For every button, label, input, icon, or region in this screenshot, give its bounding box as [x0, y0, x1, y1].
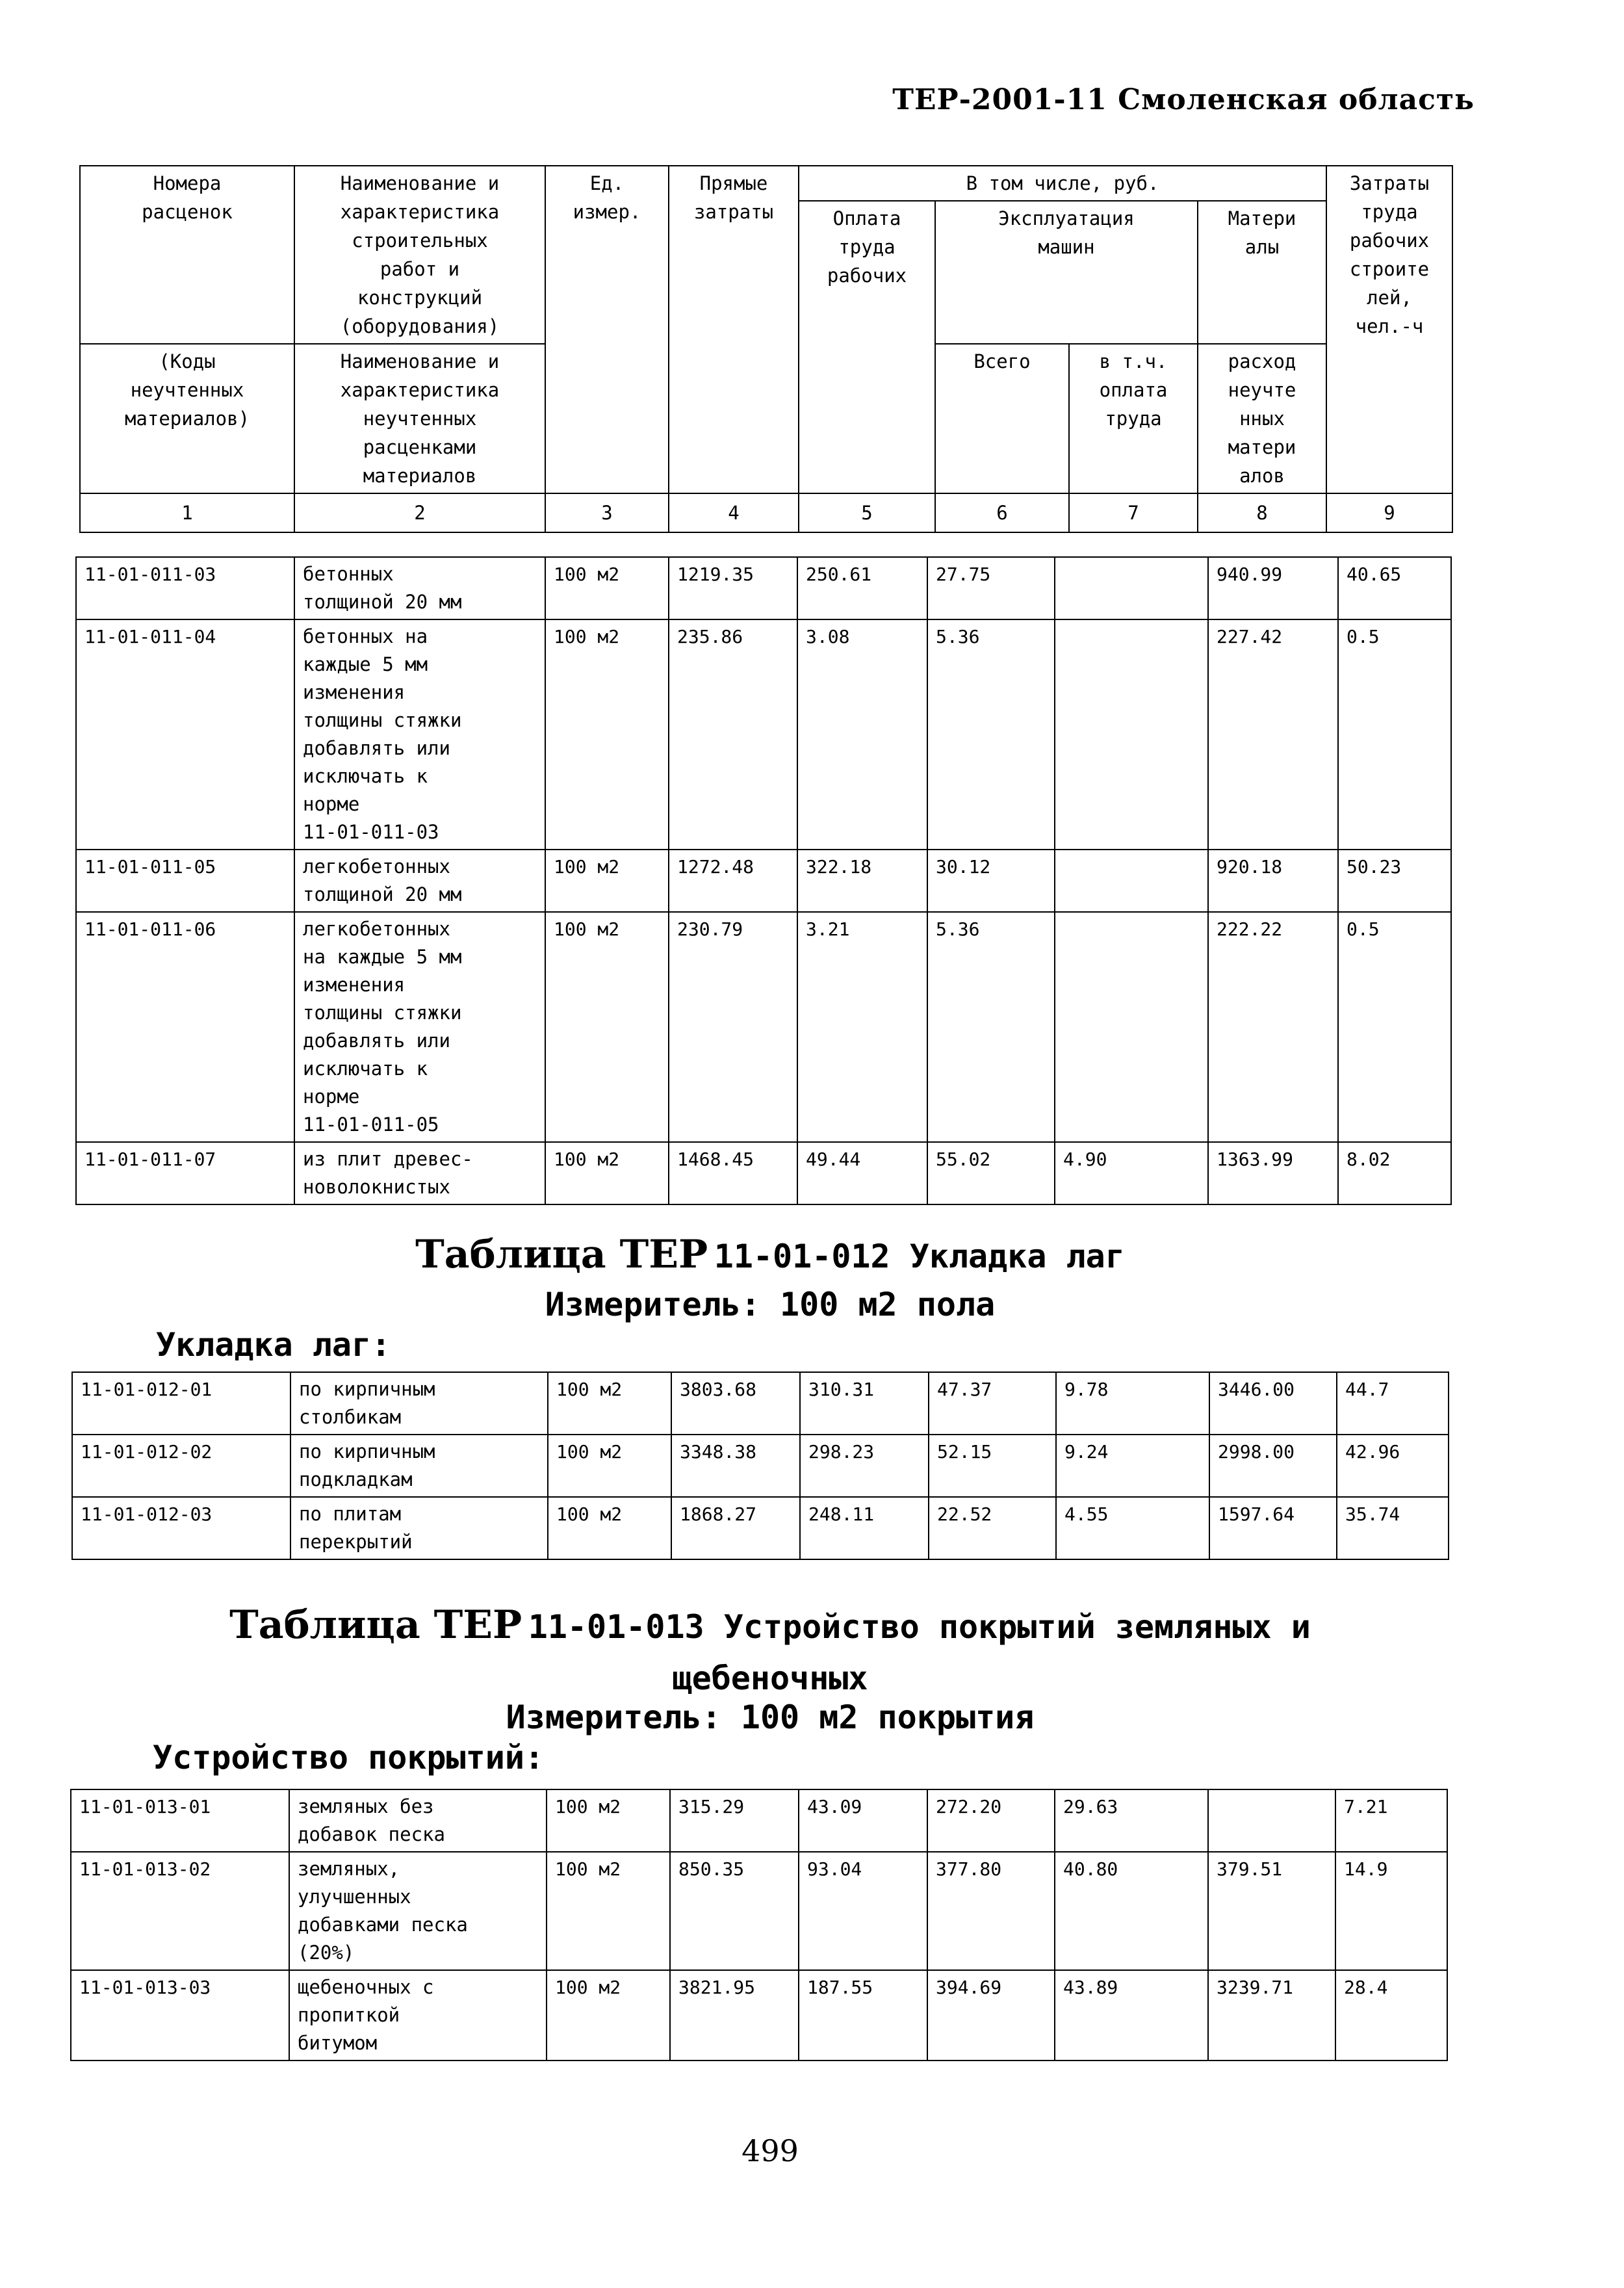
row-direct-costs: 3348.38: [671, 1435, 800, 1497]
table-title-rest: 11-01-013 Устройство покрытий земляных и: [528, 1608, 1311, 1646]
row-wages: 43.09: [799, 1789, 927, 1852]
row-machines-wages: 40.80: [1055, 1852, 1208, 1970]
row-wages: 3.08: [797, 619, 927, 850]
row-name: щебеночных с пропиткой битумом: [289, 1970, 547, 2060]
row-machines-total: 52.15: [929, 1435, 1056, 1497]
row-direct-costs: 850.35: [670, 1852, 799, 1970]
row-machines-wages: [1055, 557, 1208, 619]
column-index: 1: [80, 493, 294, 532]
row-direct-costs: 315.29: [670, 1789, 799, 1852]
row-labor: 50.23: [1338, 850, 1451, 912]
row-direct-costs: 1868.27: [671, 1497, 800, 1559]
row-machines-wages: 9.24: [1056, 1435, 1209, 1497]
row-direct-costs: 235.86: [669, 619, 797, 850]
row-labor: 40.65: [1338, 557, 1451, 619]
measure-unit: Измеритель: 100 м2 пола: [545, 1286, 996, 1323]
header-code: Номера расценок: [80, 166, 294, 344]
row-wages: 248.11: [800, 1497, 929, 1559]
row-machines-total: 272.20: [927, 1789, 1055, 1852]
table-title-11-01-013: [0, 1602, 1540, 1648]
row-labor: 44.7: [1337, 1372, 1449, 1435]
row-direct-costs: 230.79: [669, 912, 797, 1142]
row-materials: 227.42: [1208, 619, 1338, 850]
row-unit: 100 м2: [545, 619, 669, 850]
row-unit: 100 м2: [545, 850, 669, 912]
row-name: легкобетонных на каждые 5 мм изменения толщины стяжки добавлять или исключать к норме 11-01-011-05: [294, 912, 545, 1142]
row-labor: 28.4: [1335, 1970, 1447, 2060]
column-index: 5: [799, 493, 935, 532]
row-name: земляных без добавок песка: [289, 1789, 547, 1852]
rates-table-body: [72, 1372, 1449, 1559]
row-materials: [1208, 1789, 1335, 1852]
row-code: 11-01-011-04: [76, 619, 294, 850]
rates-table-body: [76, 557, 1451, 1204]
header-machines-wages: в т.ч. оплата труда: [1069, 344, 1198, 493]
row-direct-costs: 3821.95: [670, 1970, 799, 2060]
row-wages: 298.23: [800, 1435, 929, 1497]
row-labor: 0.5: [1338, 912, 1451, 1142]
row-code: 11-01-011-05: [76, 850, 294, 912]
row-direct-costs: 1468.45: [669, 1142, 797, 1204]
row-direct-costs: 3803.68: [671, 1372, 800, 1435]
row-unit: 100 м2: [545, 557, 669, 619]
row-unit: 100 м2: [548, 1435, 671, 1497]
row-code: 11-01-011-07: [76, 1142, 294, 1204]
row-materials: 2998.00: [1209, 1435, 1337, 1497]
row-machines-wages: [1055, 850, 1208, 912]
row-machines-total: 27.75: [927, 557, 1055, 619]
row-name: из плит древес- новолокнистых: [294, 1142, 545, 1204]
column-index: 4: [669, 493, 799, 532]
column-index: 8: [1198, 493, 1326, 532]
header-wages: Оплата труда рабочих: [799, 201, 935, 493]
row-machines-total: 5.36: [927, 912, 1055, 1142]
row-materials: 920.18: [1208, 850, 1338, 912]
row-direct-costs: 1272.48: [669, 850, 797, 912]
column-index: 2: [294, 493, 545, 532]
row-wages: 250.61: [797, 557, 927, 619]
row-wages: 93.04: [799, 1852, 927, 1970]
column-index: 3: [545, 493, 669, 532]
table-row: [72, 1372, 1449, 1435]
row-materials: 3239.71: [1208, 1970, 1335, 2060]
header-materials-extra: расход неучте нных матери алов: [1198, 344, 1326, 493]
row-labor: 8.02: [1338, 1142, 1451, 1204]
row-labor: 0.5: [1338, 619, 1451, 850]
row-name: земляных, улучшенных добавками песка (20%): [289, 1852, 547, 1970]
row-direct-costs: 1219.35: [669, 557, 797, 619]
table-row: [71, 1970, 1447, 2060]
table-title-line2: щебеночных: [672, 1659, 868, 1697]
measure-unit: Измеритель: 100 м2 покрытия: [506, 1698, 1035, 1736]
row-materials: 1363.99: [1208, 1142, 1338, 1204]
row-unit: 100 м2: [545, 1142, 669, 1204]
rates-table-11-01-012: [71, 1372, 1449, 1560]
row-code: 11-01-012-02: [72, 1435, 290, 1497]
column-index: 9: [1326, 493, 1452, 532]
row-unit: 100 м2: [548, 1497, 671, 1559]
rates-table-body: [71, 1789, 1447, 2060]
table-title-11-01-012: [0, 1232, 1540, 1277]
header-labor: Затраты труда рабочих строите лей, чел.-ч: [1326, 166, 1452, 493]
page-number: 499: [741, 2133, 799, 2168]
header-materials: Матери алы: [1198, 201, 1326, 344]
table-row: [76, 619, 1451, 850]
row-machines-wages: 29.63: [1055, 1789, 1208, 1852]
rates-table-11-01-013: [70, 1789, 1448, 2061]
header-unit: Ед. измер.: [545, 166, 669, 493]
row-code: 11-01-011-06: [76, 912, 294, 1142]
row-code: 11-01-013-01: [71, 1789, 289, 1852]
table-row: [76, 912, 1451, 1142]
table-row: [71, 1789, 1447, 1852]
row-wages: 3.21: [797, 912, 927, 1142]
row-labor: 14.9: [1335, 1852, 1447, 1970]
row-wages: 187.55: [799, 1970, 927, 2060]
row-machines-total: 5.36: [927, 619, 1055, 850]
row-machines-total: 55.02: [927, 1142, 1055, 1204]
header-including: В том числе, руб.: [799, 166, 1326, 201]
header-direct-costs: Прямые затраты: [669, 166, 799, 493]
row-code: 11-01-013-02: [71, 1852, 289, 1970]
column-index: 6: [935, 493, 1069, 532]
row-machines-total: 22.52: [929, 1497, 1056, 1559]
table-title-main: Таблица ТЕР: [415, 1232, 708, 1277]
row-unit: 100 м2: [547, 1852, 670, 1970]
row-machines-total: 394.69: [927, 1970, 1055, 2060]
page-header-title: ТЕР-2001-11 Смоленская область: [892, 83, 1475, 116]
row-wages: 322.18: [797, 850, 927, 912]
header-code-materials: (Коды неучтенных материалов): [80, 344, 294, 493]
table-row: [72, 1497, 1449, 1559]
column-index: 7: [1069, 493, 1198, 532]
row-unit: 100 м2: [545, 912, 669, 1142]
row-materials: 222.22: [1208, 912, 1338, 1142]
header-name-materials: Наименование и характеристика неучтенных расценками материалов: [294, 344, 545, 493]
row-materials: 379.51: [1208, 1852, 1335, 1970]
row-name: бетонных на каждые 5 мм изменения толщины стяжки добавлять или исключать к норме 11-01-011-03: [294, 619, 545, 850]
row-code: 11-01-012-01: [72, 1372, 290, 1435]
row-machines-wages: 4.90: [1055, 1142, 1208, 1204]
group-label: Укладка лаг:: [156, 1326, 391, 1364]
row-labor: 42.96: [1337, 1435, 1449, 1497]
row-materials: 3446.00: [1209, 1372, 1337, 1435]
row-name: бетонных толщиной 20 мм: [294, 557, 545, 619]
table-row: [72, 1435, 1449, 1497]
table-row: [76, 850, 1451, 912]
row-name: по кирпичным столбикам: [290, 1372, 548, 1435]
row-machines-wages: [1055, 619, 1208, 850]
row-unit: 100 м2: [547, 1789, 670, 1852]
table-title-rest: 11-01-012 Укладка лаг: [714, 1238, 1125, 1275]
row-name: легкобетонных толщиной 20 мм: [294, 850, 545, 912]
row-machines-total: 47.37: [929, 1372, 1056, 1435]
rates-table-11-01-011: [75, 556, 1452, 1205]
row-wages: 49.44: [797, 1142, 927, 1204]
row-wages: 310.31: [800, 1372, 929, 1435]
row-materials: 940.99: [1208, 557, 1338, 619]
row-machines-wages: 4.55: [1056, 1497, 1209, 1559]
group-label: Устройство покрытий:: [153, 1739, 545, 1776]
row-code: 11-01-011-03: [76, 557, 294, 619]
header-machines-total: Всего: [935, 344, 1069, 493]
row-labor: 35.74: [1337, 1497, 1449, 1559]
row-labor: 7.21: [1335, 1789, 1447, 1852]
column-header-table: [79, 165, 1453, 533]
row-unit: 100 м2: [547, 1970, 670, 2060]
row-unit: 100 м2: [548, 1372, 671, 1435]
row-machines-wages: 9.78: [1056, 1372, 1209, 1435]
row-code: 11-01-012-03: [72, 1497, 290, 1559]
row-machines-wages: 43.89: [1055, 1970, 1208, 2060]
table-row: [76, 557, 1451, 619]
table-row: [76, 1142, 1451, 1204]
header-machines: Эксплуатация машин: [935, 201, 1198, 344]
table-row: [71, 1852, 1447, 1970]
row-name: по плитам перекрытий: [290, 1497, 548, 1559]
row-code: 11-01-013-03: [71, 1970, 289, 2060]
table-title-main: Таблица ТЕР: [229, 1602, 522, 1648]
row-name: по кирпичным подкладкам: [290, 1435, 548, 1497]
row-materials: 1597.64: [1209, 1497, 1337, 1559]
row-machines-wages: [1055, 912, 1208, 1142]
header-name: Наименование и характеристика строительных работ и конструкций (оборудования): [294, 166, 545, 344]
row-machines-total: 30.12: [927, 850, 1055, 912]
row-machines-total: 377.80: [927, 1852, 1055, 1970]
